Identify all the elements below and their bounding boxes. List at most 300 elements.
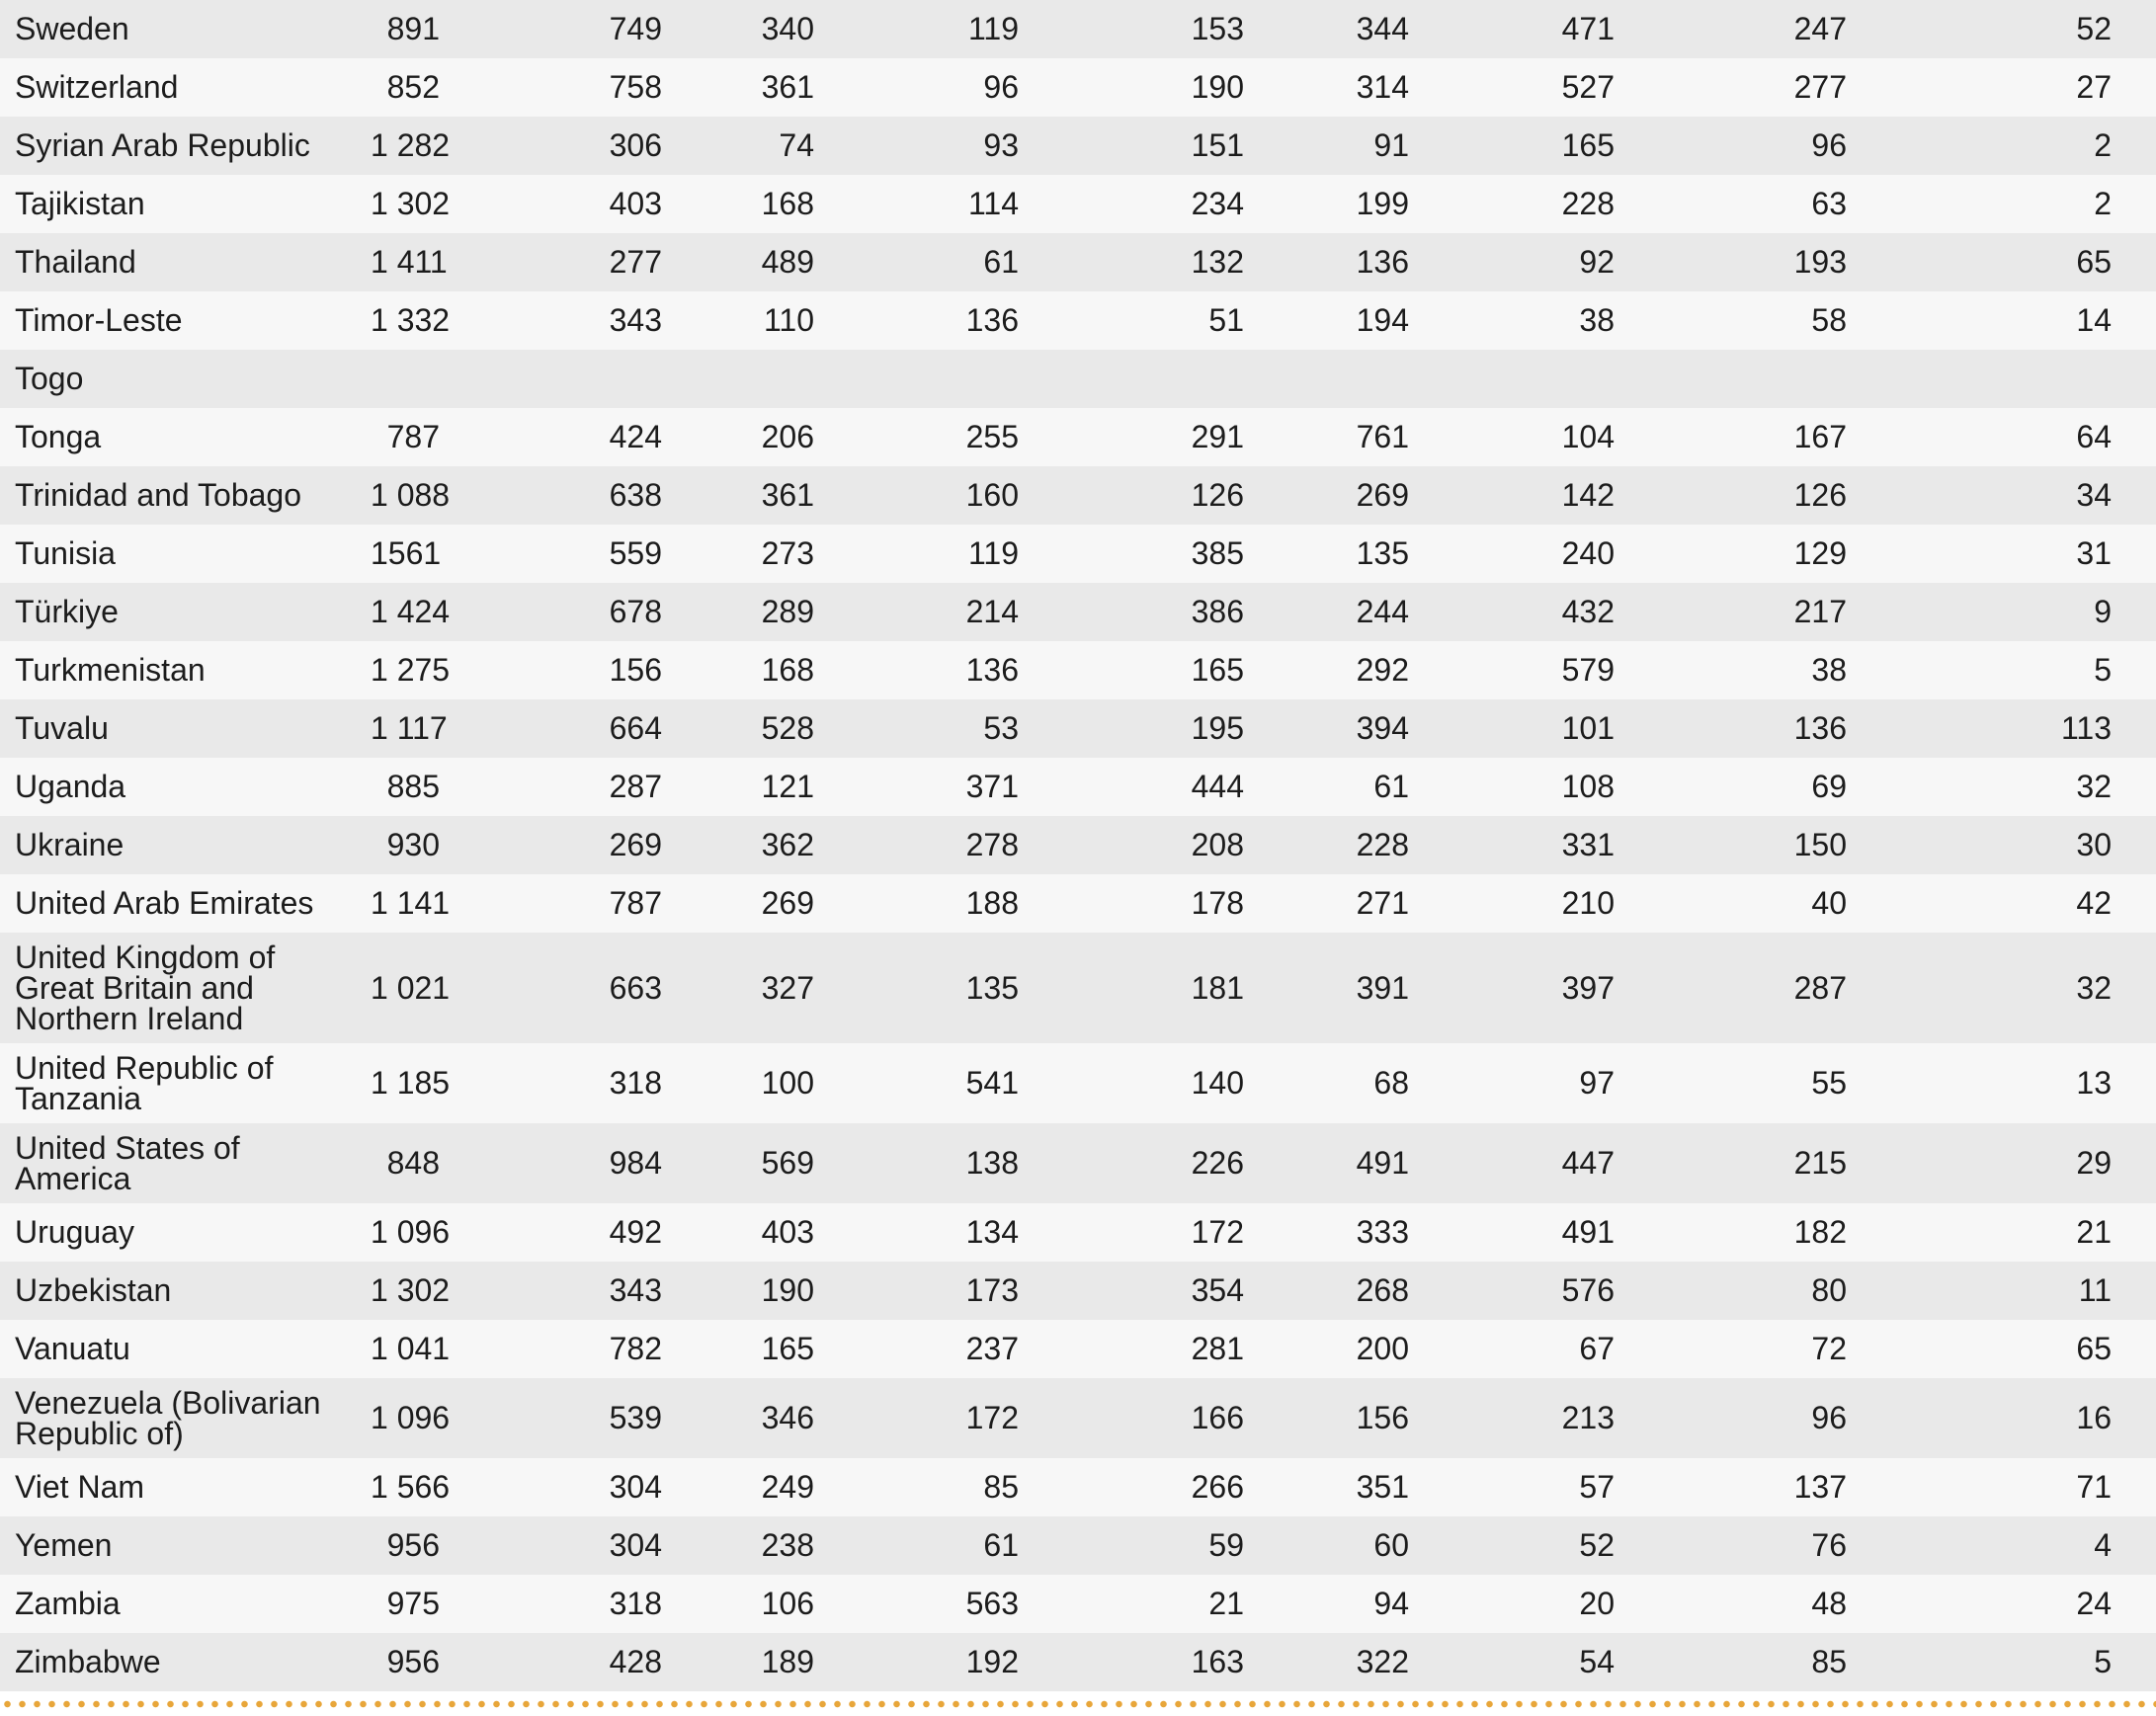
value-cell: 214	[862, 583, 1066, 641]
value-cell: 361	[682, 466, 862, 525]
value-cell: 13	[1908, 1043, 2156, 1123]
value-cell: 541	[862, 1043, 1066, 1123]
value-cell: 663	[489, 933, 682, 1043]
value-cell: 292	[1296, 641, 1447, 699]
country-cell	[0, 466, 371, 525]
value-cell: 42	[1908, 874, 2156, 933]
value-cell: 281	[1066, 1320, 1296, 1378]
value-cell: 91	[1296, 117, 1447, 175]
value-cell: 85	[862, 1458, 1066, 1516]
value-cell: 956	[371, 1633, 489, 1691]
value-cell: 137	[1651, 1458, 1908, 1516]
country-name: Switzerland	[15, 69, 179, 105]
value-cell: 403	[682, 1203, 862, 1262]
value-cell: 163	[1066, 1633, 1296, 1691]
value-cell	[1296, 350, 1447, 408]
value-cell: 761	[1296, 408, 1447, 466]
value-cell: 121	[682, 758, 862, 816]
value-cell: 343	[489, 291, 682, 350]
value-cell: 136	[862, 641, 1066, 699]
value-cell: 638	[489, 466, 682, 525]
value-cell: 11	[1908, 1262, 2156, 1320]
value-cell: 4	[1908, 1516, 2156, 1575]
country-name: Türkiye	[15, 594, 119, 629]
country-cell	[0, 117, 371, 175]
value-cell: 16	[1908, 1378, 2156, 1458]
value-cell: 217	[1651, 583, 1908, 641]
value-cell: 194	[1296, 291, 1447, 350]
value-cell: 80	[1651, 1262, 1908, 1320]
value-cell: 135	[862, 933, 1066, 1043]
value-cell: 213	[1447, 1378, 1651, 1458]
table-row	[0, 0, 2156, 58]
value-cell: 96	[1651, 1378, 1908, 1458]
value-cell: 491	[1447, 1203, 1651, 1262]
table-row	[0, 350, 2156, 408]
value-cell: 1 096	[371, 1378, 489, 1458]
value-cell: 1 141	[371, 874, 489, 933]
value-cell: 34	[1908, 466, 2156, 525]
country-name: Trinidad and Tobago	[15, 477, 301, 513]
country-name: Venezuela (Bolivarian Republic of)	[15, 1384, 321, 1451]
table-row	[0, 1516, 2156, 1575]
value-cell: 156	[1296, 1378, 1447, 1458]
value-cell: 432	[1447, 583, 1651, 641]
value-cell: 848	[371, 1123, 489, 1203]
value-cell: 190	[682, 1262, 862, 1320]
value-cell: 266	[1066, 1458, 1296, 1516]
country-name: Togo	[15, 361, 84, 396]
table-row	[0, 1262, 2156, 1320]
value-cell: 226	[1066, 1123, 1296, 1203]
value-cell: 114	[862, 175, 1066, 233]
value-cell: 444	[1066, 758, 1296, 816]
value-cell: 385	[1066, 525, 1296, 583]
value-cell: 1 088	[371, 466, 489, 525]
value-cell: 27	[1908, 58, 2156, 117]
value-cell: 101	[1447, 699, 1651, 758]
dotted-divider	[0, 1699, 2156, 1709]
country-cell	[0, 350, 371, 408]
value-cell: 447	[1447, 1123, 1651, 1203]
value-cell: 492	[489, 1203, 682, 1262]
country-cell	[0, 58, 371, 117]
value-cell: 228	[1296, 816, 1447, 874]
value-cell: 471	[1447, 0, 1651, 58]
value-cell: 94	[1296, 1575, 1447, 1633]
value-cell: 215	[1651, 1123, 1908, 1203]
value-cell: 195	[1066, 699, 1296, 758]
value-cell: 96	[1651, 117, 1908, 175]
value-cell: 1 096	[371, 1203, 489, 1262]
value-cell: 210	[1447, 874, 1651, 933]
value-cell: 38	[1447, 291, 1651, 350]
value-cell: 1 302	[371, 175, 489, 233]
value-cell: 51	[1066, 291, 1296, 350]
value-cell: 291	[1066, 408, 1296, 466]
country-cell	[0, 699, 371, 758]
value-cell: 135	[1296, 525, 1447, 583]
value-cell: 314	[1296, 58, 1447, 117]
value-cell: 181	[1066, 933, 1296, 1043]
value-cell: 31	[1908, 525, 2156, 583]
value-cell: 190	[1066, 58, 1296, 117]
value-cell: 1 302	[371, 1262, 489, 1320]
country-name: Uganda	[15, 769, 126, 804]
country-name: United Republic of Tanzania	[15, 1049, 274, 1116]
value-cell: 304	[489, 1458, 682, 1516]
value-cell: 172	[862, 1378, 1066, 1458]
value-cell: 108	[1447, 758, 1651, 816]
table-row	[0, 58, 2156, 117]
value-cell: 277	[1651, 58, 1908, 117]
value-cell: 173	[862, 1262, 1066, 1320]
table-row	[0, 291, 2156, 350]
country-name: Tunisia	[15, 535, 116, 571]
country-cell	[0, 1378, 371, 1458]
value-cell: 5	[1908, 1633, 2156, 1691]
country-cell	[0, 641, 371, 699]
value-cell: 386	[1066, 583, 1296, 641]
country-cell	[0, 525, 371, 583]
country-cell	[0, 758, 371, 816]
country-cell	[0, 175, 371, 233]
country-name: Viet Nam	[15, 1469, 145, 1505]
country-name: Uruguay	[15, 1214, 134, 1250]
value-cell: 489	[682, 233, 862, 291]
value-cell: 48	[1651, 1575, 1908, 1633]
value-cell: 96	[862, 58, 1066, 117]
value-cell: 344	[1296, 0, 1447, 58]
value-cell: 397	[1447, 933, 1651, 1043]
value-cell: 271	[1296, 874, 1447, 933]
table-row	[0, 117, 2156, 175]
country-cell	[0, 1203, 371, 1262]
value-cell: 361	[682, 58, 862, 117]
value-cell: 172	[1066, 1203, 1296, 1262]
value-cell: 153	[1066, 0, 1296, 58]
value-cell: 160	[862, 466, 1066, 525]
value-cell	[1651, 350, 1908, 408]
country-cell	[0, 874, 371, 933]
country-name: Uzbekistan	[15, 1272, 172, 1308]
table-row	[0, 1458, 2156, 1516]
country-cell	[0, 233, 371, 291]
value-cell: 678	[489, 583, 682, 641]
value-cell: 182	[1651, 1203, 1908, 1262]
country-cell	[0, 408, 371, 466]
value-cell: 129	[1651, 525, 1908, 583]
value-cell: 61	[1296, 758, 1447, 816]
table-row	[0, 933, 2156, 1043]
value-cell: 273	[682, 525, 862, 583]
table-row	[0, 758, 2156, 816]
table-row	[0, 874, 2156, 933]
value-cell: 199	[1296, 175, 1447, 233]
value-cell: 289	[682, 583, 862, 641]
value-cell: 563	[862, 1575, 1066, 1633]
value-cell: 424	[489, 408, 682, 466]
value-cell: 428	[489, 1633, 682, 1691]
value-cell: 569	[682, 1123, 862, 1203]
value-cell: 208	[1066, 816, 1296, 874]
value-cell: 165	[682, 1320, 862, 1378]
value-cell: 539	[489, 1378, 682, 1458]
value-cell: 1561	[371, 525, 489, 583]
value-cell: 68	[1296, 1043, 1447, 1123]
value-cell: 188	[862, 874, 1066, 933]
country-name: Thailand	[15, 244, 136, 280]
value-cell: 579	[1447, 641, 1651, 699]
value-cell: 138	[862, 1123, 1066, 1203]
value-cell: 891	[371, 0, 489, 58]
value-cell: 21	[1908, 1203, 2156, 1262]
value-cell: 782	[489, 1320, 682, 1378]
value-cell: 956	[371, 1516, 489, 1575]
value-cell: 318	[489, 1043, 682, 1123]
country-name: United States of America	[15, 1129, 240, 1196]
value-cell: 278	[862, 816, 1066, 874]
value-cell: 576	[1447, 1262, 1651, 1320]
value-cell: 1 041	[371, 1320, 489, 1378]
value-cell: 59	[1066, 1516, 1296, 1575]
value-cell: 343	[489, 1262, 682, 1320]
value-cell: 787	[371, 408, 489, 466]
value-cell: 2	[1908, 175, 2156, 233]
value-cell: 269	[682, 874, 862, 933]
value-cell: 106	[682, 1575, 862, 1633]
value-cell: 126	[1651, 466, 1908, 525]
table-row	[0, 1203, 2156, 1262]
value-cell: 491	[1296, 1123, 1447, 1203]
value-cell: 55	[1651, 1043, 1908, 1123]
value-cell: 403	[489, 175, 682, 233]
country-cell	[0, 1516, 371, 1575]
value-cell: 331	[1447, 816, 1651, 874]
value-cell: 71	[1908, 1458, 2156, 1516]
value-cell: 1 117	[371, 699, 489, 758]
value-cell: 72	[1651, 1320, 1908, 1378]
value-cell	[682, 350, 862, 408]
value-cell: 100	[682, 1043, 862, 1123]
country-name: Syrian Arab Republic	[15, 127, 310, 163]
table-row	[0, 1320, 2156, 1378]
value-cell: 5	[1908, 641, 2156, 699]
value-cell	[489, 350, 682, 408]
value-cell: 852	[371, 58, 489, 117]
table-row	[0, 175, 2156, 233]
value-cell: 287	[489, 758, 682, 816]
value-cell: 1 275	[371, 641, 489, 699]
table-row	[0, 1123, 2156, 1203]
value-cell: 113	[1908, 699, 2156, 758]
value-cell: 119	[862, 525, 1066, 583]
value-cell: 527	[1447, 58, 1651, 117]
country-name: Tonga	[15, 419, 102, 454]
value-cell: 391	[1296, 933, 1447, 1043]
value-cell: 29	[1908, 1123, 2156, 1203]
value-cell: 664	[489, 699, 682, 758]
value-cell: 32	[1908, 933, 2156, 1043]
value-cell: 1 332	[371, 291, 489, 350]
value-cell: 24	[1908, 1575, 2156, 1633]
value-cell: 9	[1908, 583, 2156, 641]
value-cell: 354	[1066, 1262, 1296, 1320]
country-name: Tuvalu	[15, 710, 109, 746]
country-cell	[0, 1633, 371, 1691]
country-cell	[0, 1262, 371, 1320]
table-row	[0, 583, 2156, 641]
value-cell: 269	[489, 816, 682, 874]
value-cell: 52	[1447, 1516, 1651, 1575]
value-cell: 1 021	[371, 933, 489, 1043]
table-row	[0, 525, 2156, 583]
country-cell	[0, 1320, 371, 1378]
value-cell: 61	[862, 1516, 1066, 1575]
value-cell: 304	[489, 1516, 682, 1575]
table-row	[0, 466, 2156, 525]
country-name: Vanuatu	[15, 1331, 130, 1366]
value-cell: 142	[1447, 466, 1651, 525]
value-cell: 156	[489, 641, 682, 699]
value-cell: 787	[489, 874, 682, 933]
value-cell: 2	[1908, 117, 2156, 175]
value-cell: 136	[1651, 699, 1908, 758]
country-cell	[0, 1123, 371, 1203]
value-cell: 249	[682, 1458, 862, 1516]
value-cell: 85	[1651, 1633, 1908, 1691]
country-cell	[0, 0, 371, 58]
value-cell: 206	[682, 408, 862, 466]
country-name: Turkmenistan	[15, 652, 206, 688]
table-row	[0, 1043, 2156, 1123]
value-cell: 333	[1296, 1203, 1447, 1262]
value-cell: 136	[862, 291, 1066, 350]
value-cell: 63	[1651, 175, 1908, 233]
value-cell	[1066, 350, 1296, 408]
table-row	[0, 816, 2156, 874]
country-name: Zambia	[15, 1586, 121, 1621]
value-cell	[371, 350, 489, 408]
value-cell: 136	[1296, 233, 1447, 291]
value-cell: 165	[1447, 117, 1651, 175]
value-cell: 287	[1651, 933, 1908, 1043]
value-cell: 76	[1651, 1516, 1908, 1575]
value-cell: 189	[682, 1633, 862, 1691]
value-cell: 53	[862, 699, 1066, 758]
value-cell: 52	[1908, 0, 2156, 58]
country-name: Tajikistan	[15, 186, 145, 221]
value-cell: 255	[862, 408, 1066, 466]
value-cell: 1 566	[371, 1458, 489, 1516]
value-cell: 200	[1296, 1320, 1447, 1378]
value-cell: 57	[1447, 1458, 1651, 1516]
value-cell: 60	[1296, 1516, 1447, 1575]
country-cell	[0, 816, 371, 874]
value-cell: 61	[862, 233, 1066, 291]
value-cell: 151	[1066, 117, 1296, 175]
country-name: Timor-Leste	[15, 302, 183, 338]
value-cell: 1 185	[371, 1043, 489, 1123]
value-cell: 371	[862, 758, 1066, 816]
value-cell: 1 282	[371, 117, 489, 175]
value-cell: 166	[1066, 1378, 1296, 1458]
value-cell: 150	[1651, 816, 1908, 874]
value-cell: 119	[862, 0, 1066, 58]
value-cell: 758	[489, 58, 682, 117]
value-cell	[1908, 350, 2156, 408]
value-cell: 240	[1447, 525, 1651, 583]
value-cell: 322	[1296, 1633, 1447, 1691]
value-cell: 167	[1651, 408, 1908, 466]
value-cell: 269	[1296, 466, 1447, 525]
value-cell: 97	[1447, 1043, 1651, 1123]
value-cell: 237	[862, 1320, 1066, 1378]
value-cell: 247	[1651, 0, 1908, 58]
country-cell	[0, 933, 371, 1043]
value-cell: 351	[1296, 1458, 1447, 1516]
value-cell: 132	[1066, 233, 1296, 291]
value-cell: 244	[1296, 583, 1447, 641]
value-cell: 20	[1447, 1575, 1651, 1633]
value-cell: 930	[371, 816, 489, 874]
value-cell: 306	[489, 117, 682, 175]
table-row	[0, 233, 2156, 291]
value-cell: 192	[862, 1633, 1066, 1691]
value-cell: 178	[1066, 874, 1296, 933]
value-cell: 168	[682, 641, 862, 699]
value-cell: 74	[682, 117, 862, 175]
value-cell: 362	[682, 816, 862, 874]
value-cell	[1447, 350, 1651, 408]
value-cell: 40	[1651, 874, 1908, 933]
table-row	[0, 1575, 2156, 1633]
value-cell: 134	[862, 1203, 1066, 1262]
value-cell: 165	[1066, 641, 1296, 699]
country-name: United Arab Emirates	[15, 885, 314, 921]
value-cell: 110	[682, 291, 862, 350]
value-cell: 327	[682, 933, 862, 1043]
table-row	[0, 408, 2156, 466]
value-cell: 885	[371, 758, 489, 816]
value-cell: 234	[1066, 175, 1296, 233]
value-cell: 168	[682, 175, 862, 233]
value-cell: 32	[1908, 758, 2156, 816]
value-cell: 394	[1296, 699, 1447, 758]
country-cell	[0, 1458, 371, 1516]
value-cell: 1 424	[371, 583, 489, 641]
value-cell: 65	[1908, 233, 2156, 291]
value-cell: 92	[1447, 233, 1651, 291]
country-name: Ukraine	[15, 827, 124, 862]
value-cell: 1 411	[371, 233, 489, 291]
value-cell: 340	[682, 0, 862, 58]
country-name: United Kingdom of Great Britain and Northern Ireland	[15, 939, 276, 1036]
value-cell: 984	[489, 1123, 682, 1203]
table-row	[0, 1633, 2156, 1691]
value-cell	[862, 350, 1066, 408]
value-cell: 67	[1447, 1320, 1651, 1378]
value-cell: 54	[1447, 1633, 1651, 1691]
value-cell: 228	[1447, 175, 1651, 233]
value-cell: 268	[1296, 1262, 1447, 1320]
value-cell: 30	[1908, 816, 2156, 874]
value-cell: 346	[682, 1378, 862, 1458]
value-cell: 528	[682, 699, 862, 758]
table-row	[0, 1378, 2156, 1458]
country-name: Sweden	[15, 11, 129, 46]
country-cell	[0, 1575, 371, 1633]
